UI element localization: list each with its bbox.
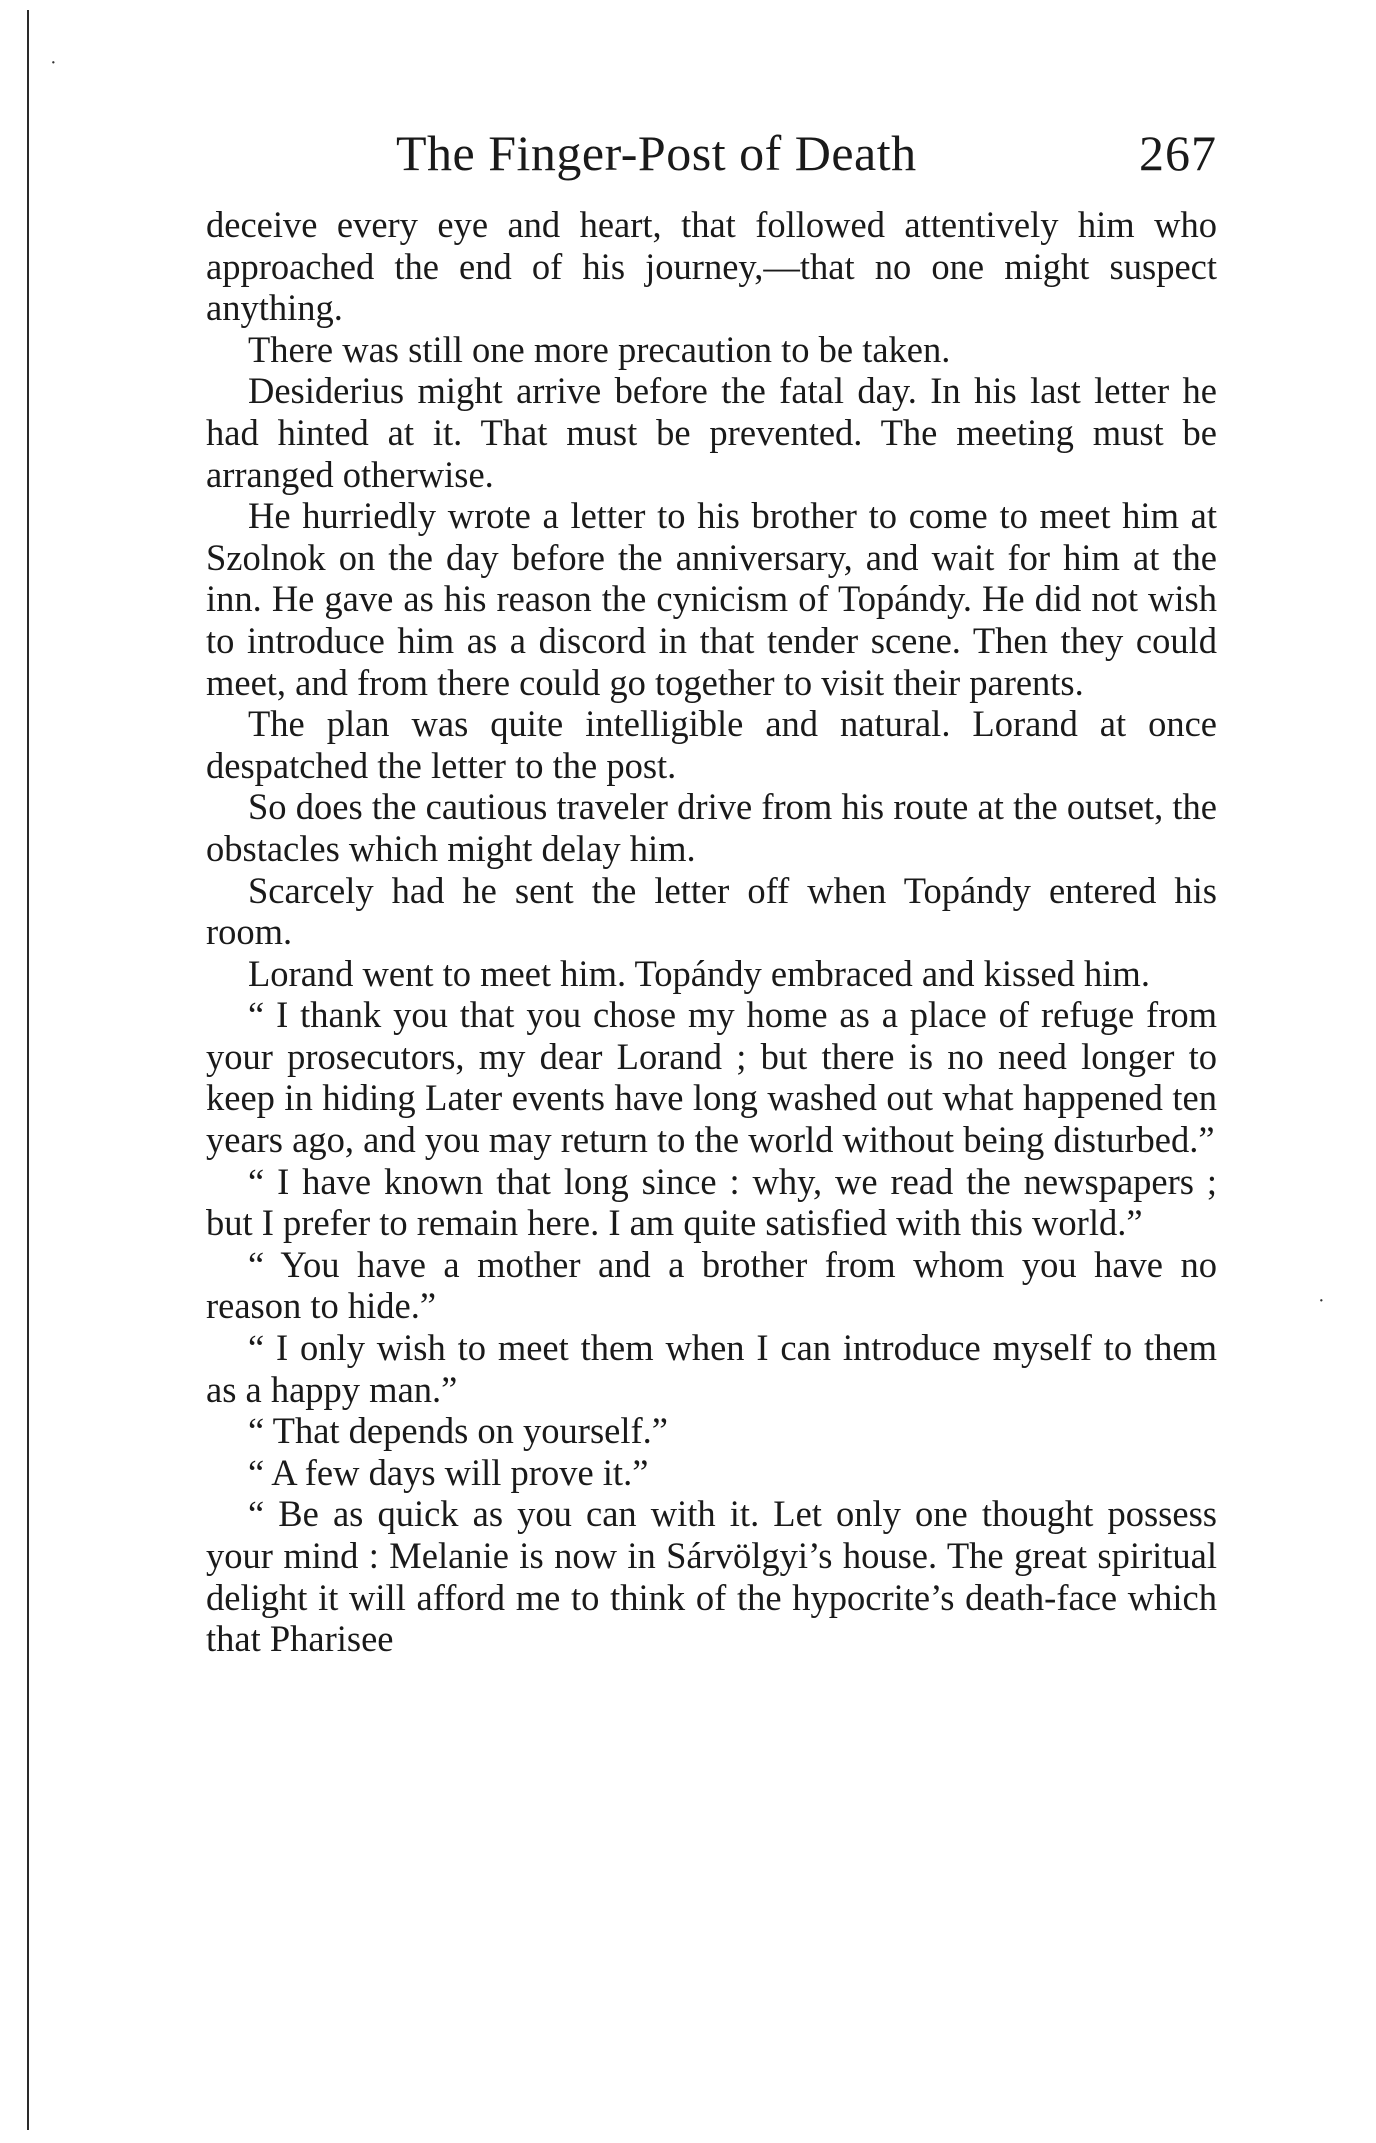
dialogue-paragraph: “ A few days will prove it.”	[248, 1451, 649, 1493]
running-head	[206, 118, 1217, 190]
paragraph: He hurriedly wrote a letter to his brother to come to meet him at Szolnok on the day before the anniversary, and wait for him at the inn. He gave as his reason the cynicism of Topándy. He did not wish to introduce him as a discord in that tender scene. Then they could meet, and from there could go together to visit their parents.	[206, 495, 1217, 703]
paragraph-continuation: deceive every eye and heart, that followed attentively him who approached the end of his journey,—that no one might suspect anything.	[206, 204, 1217, 329]
dialogue-paragraph: “ Be as quick as you can with it. Let only one thought possess your mind : Melanie is now in Sárvölgyi’s house. The great spiritual delight it will afford me to think of the hypocrite’s death-face which that Pharisee	[206, 1493, 1217, 1660]
dialogue-paragraph: “ That depends on yourself.”	[248, 1410, 668, 1452]
paragraph: So does the cautious traveler drive from his route at the outset, the obstacles which might delay him.	[206, 786, 1217, 869]
page-number: 267	[1139, 125, 1217, 181]
dialogue-paragraph: “ I only wish to meet them when I can introduce myself to them as a happy man.”	[206, 1327, 1217, 1410]
paragraph: The plan was quite intelligible and natural. Lorand at once despatched the letter to the post.	[206, 703, 1217, 786]
body-text	[206, 204, 1217, 1660]
paragraph: There was still one more precaution to be taken.	[248, 328, 951, 370]
book-page	[206, 118, 1217, 1660]
paragraph: Desiderius might arrive before the fatal day. In his last letter he had hinted at it. That must be prevented. The meeting must be arranged otherwise.	[206, 370, 1217, 495]
stray-ink-mark: ·	[50, 52, 57, 74]
stray-ink-mark: ·	[1318, 1290, 1325, 1312]
paragraph: Lorand went to meet him. Topándy embraced and kissed him.	[248, 952, 1150, 994]
dialogue-paragraph: “ I thank you that you chose my home as a place of refuge from your prosecutors, my dear Lorand ; but there is no need longer to keep in hiding Later events have long washed out what happened ten years ago, and you may return to the world without being disturbed.”	[206, 994, 1217, 1161]
dialogue-paragraph: “ I have known that long since : why, we read the newspapers ; but I prefer to remain here. I am quite satisfied with this world.”	[206, 1160, 1217, 1244]
page-gutter-line	[27, 10, 29, 2130]
dialogue-paragraph: “ You have a mother and a brother from whom you have no reason to hide.”	[206, 1243, 1217, 1327]
paragraph: Scarcely had he sent the letter off when Topándy entered his room.	[206, 869, 1217, 953]
running-title: The Finger-Post of Death	[396, 125, 917, 181]
